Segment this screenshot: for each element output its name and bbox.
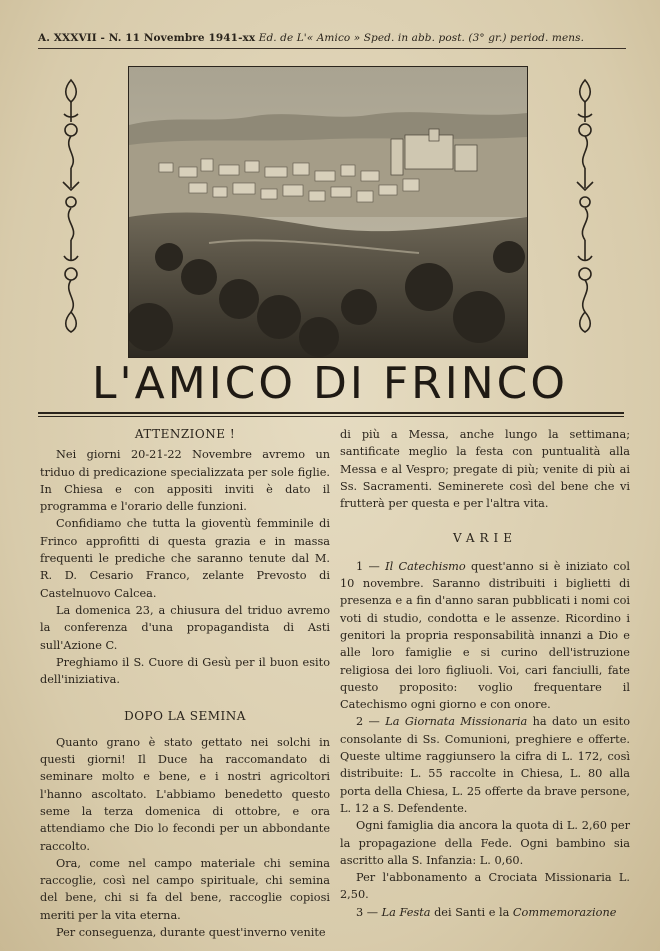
item-giornata-missionaria (340, 713, 630, 817)
paragraph: Ogni famiglia dia ancora la quota di L. 2,60 per la propagazione della Fede. Ogni bambino sia ascritto alla S. Infanzia: L. 0,60. (340, 819, 630, 867)
item-number: 1 — (356, 559, 386, 573)
paragraph: di più a Messa, anche lungo la settimana; santificate meglio la festa con puntualità alla Messa e al Vespro; pregate di più; venite di più ai Ss. Sacramenti. Seminerete così del bene che vi frutterà per questa e per l'altra vita. (340, 428, 630, 511)
left-ornament-icon (60, 78, 82, 334)
heading-attenzione: ATTENZIONE ! (134, 427, 236, 441)
paragraph: Confidiamo che tutta la gioventù femminile di Frinco approfitti di questa grazia e in massa frequenti le prediche che saranno tenute dal M. R. D. Cesario Franco, zelante Prevosto di Castelnuovo Calcea. (40, 517, 330, 600)
paragraph: Ora, come nel campo materiale chi semina raccoglie, così nel campo spirituale, chi semina del bene, chi si fa del bene, raccoglie copiosi meriti per la vita eterna. (40, 856, 330, 922)
masthead-issue: A. XXXVII - N. 11 Novembre 1941-xx (38, 32, 256, 44)
newspaper-title: L'AMICO DI FRINCO (92, 358, 568, 409)
item-festa (340, 904, 630, 921)
title-rule-thin (38, 416, 624, 417)
item-number: 3 — (356, 905, 382, 919)
item-catechismo (340, 558, 630, 714)
item-text: ha dato un esito consolante di Ss. Comunioni, preghiere e offerte. Queste ultime raggiunsero la cifra di L. 172, così distribuite: L. 55 raccolte in Chiesa, L. 80 alla porta della Chiesa, L. 25 offerte da brave persone, L. 12 a S. Defendente. (340, 715, 630, 815)
paragraph: Preghiamo il S. Cuore di Gesù per il buon esito dell'iniziativa. (40, 655, 330, 687)
item-number: 2 — (356, 715, 386, 729)
item-text: dei Santi e la (430, 905, 513, 919)
paragraph: Quanto grano è stato gettato nei solchi in questi giorni! Il Duce ha raccomandato di seminare molto e bene, e i nostri agricoltori l'hanno ascoltato. L'abbiamo benedetto questo seme la terza domenica di ottobre, e ora attendiamo che Dio lo fecondi per un abbondante raccolto. (40, 735, 330, 853)
right-ornament-icon (574, 78, 596, 334)
left-column (40, 426, 330, 941)
item-title-2: Commemorazione (512, 905, 617, 919)
heading-varie: VARIE (452, 531, 518, 546)
item-title: La Festa (381, 905, 431, 919)
item-text: quest'anno si è iniziato col 10 novembre. Saranno distribuiti i biglietti di presenza e a fin d'anno saran pubblicati i nomi coi voti di studio, condotta e le assenze. Ricordino i genitori la propria responsabilità innanzi a Dio e alle loro famiglie e si curino dell'istruzione religiosa dei loro figliuoli. Voi, cari fanciulli, fate questo proposito: voglio frequentare il Catechismo ogni giorno e con onore. (340, 559, 630, 712)
town-landscape-photo (128, 66, 528, 358)
paragraph: Nei giorni 20-21-22 Novembre avremo un triduo di predicazione specializzata per sole figlie. In Chiesa e con appositi inviti è dato il programma e l'orario delle funzioni. (40, 448, 330, 514)
paragraph: La domenica 23, a chiusura del triduo avremo la conferenza d'una propagandista di Asti sull'Azione C. (40, 603, 330, 652)
paragraph: Per l'abbonamento a Crociata Missionaria L. 2,50. (340, 871, 630, 902)
right-column (340, 426, 630, 921)
heading-dopo-la-semina: DOPO LA SEMINA (124, 709, 246, 724)
item-title: Il Catechismo (385, 559, 466, 573)
masthead-rule (38, 48, 626, 49)
title-rule (38, 412, 624, 414)
masthead-publication-info: Ed. de L'« Amico » Sped. in abb. post. (3° gr.) period. mens. (255, 32, 585, 44)
item-title: La Giornata Missionaria (385, 715, 528, 729)
masthead (38, 32, 630, 44)
paragraph: Per conseguenza, durante quest'inverno venite (56, 926, 326, 940)
